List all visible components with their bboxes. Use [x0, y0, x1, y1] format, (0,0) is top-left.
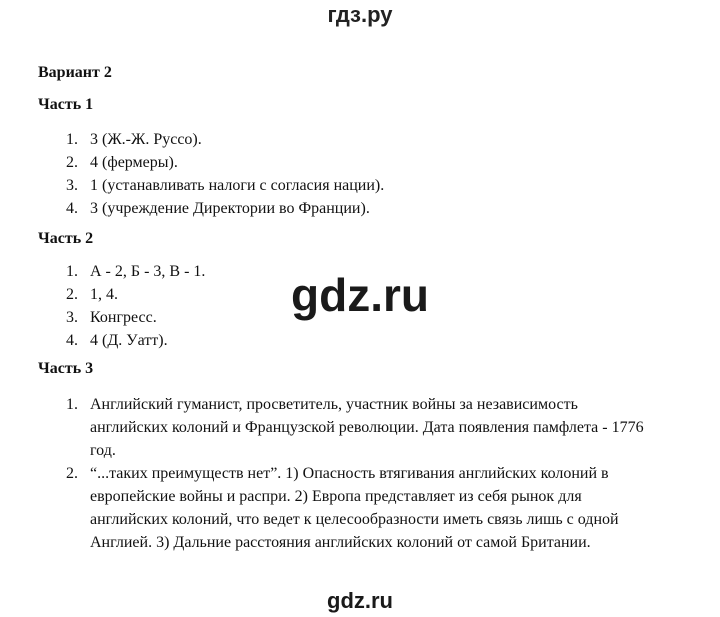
item-text: 1, 4. [90, 286, 118, 303]
part-1-title: Часть 1 [38, 96, 94, 113]
item-number: 1. [66, 131, 78, 148]
list-item [66, 329, 205, 352]
item-number: 1. [66, 396, 78, 413]
item-text: 1 (устанавливать налоги с согласия нации). [90, 177, 385, 194]
item-text: Английский гуманист, просветитель, участник войны за независимость английских колоний и Французской революции. Дата появления памфлета - 1776 год. [90, 396, 644, 459]
item-number: 2. [66, 465, 78, 482]
list-item [66, 151, 384, 174]
item-text: 4 (фермеры). [90, 154, 178, 171]
part-3-answers [66, 393, 650, 554]
footer-watermark: gdz.ru [327, 588, 393, 613]
list-item [66, 197, 384, 220]
item-text: Конгресс. [90, 309, 157, 326]
site-header: гдз.ру [327, 2, 393, 27]
item-number: 4. [66, 332, 78, 349]
item-number: 3. [66, 309, 78, 326]
variant-title: Вариант 2 [38, 64, 112, 81]
part-2-title: Часть 2 [38, 230, 94, 247]
item-text: 3 (Ж.-Ж. Руссо). [90, 131, 202, 148]
list-item [66, 174, 384, 197]
list-item [66, 393, 650, 462]
item-number: 4. [66, 200, 78, 217]
item-text: “...таких преимуществ нет”. 1) Опасность втягивания английских колоний в европейские войны и распри. 2) Европа представляет из себя рынок для английских колоний, что ведет к целесообразности иметь связь лишь с одной Англией. 3) Дальние расстояния английских колоний от самой Британии. [90, 465, 619, 551]
list-item [66, 128, 384, 151]
item-number: 2. [66, 286, 78, 303]
part-3-title: Часть 3 [38, 360, 94, 377]
list-item [66, 462, 650, 554]
item-number: 2. [66, 154, 78, 171]
part-1-answers [66, 128, 384, 220]
watermark: gdz.ru [291, 269, 429, 321]
item-number: 1. [66, 263, 78, 280]
item-text: 3 (учреждение Директории во Франции). [90, 200, 370, 217]
item-text: А - 2, Б - 3, В - 1. [90, 263, 206, 280]
item-number: 3. [66, 177, 78, 194]
item-text: 4 (Д. Уатт). [90, 332, 168, 349]
